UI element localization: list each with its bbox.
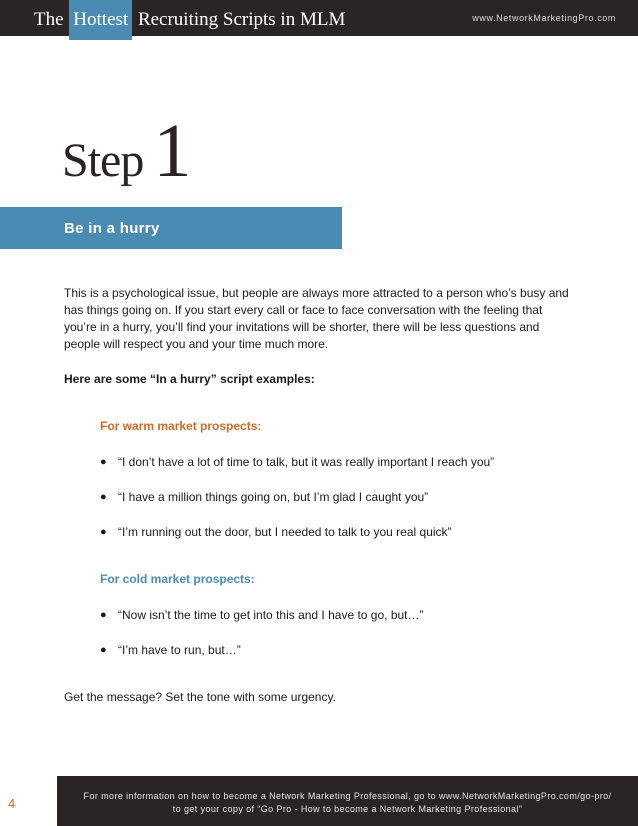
step-number: 1	[153, 109, 192, 193]
footer-text	[57, 790, 638, 816]
list-item-text: “I’m have to run, but…”	[118, 643, 241, 657]
page-header	[0, 0, 638, 36]
footer-line-2: to get your copy of “Go Pro - How to become a Network Marketing Professional”	[172, 804, 523, 814]
list-item-text: “I’m running out the door, but I needed to talk to you real quick”	[118, 525, 452, 539]
cold-market-list	[64, 607, 574, 659]
bullet-icon: ●	[100, 609, 107, 621]
warm-market-list	[64, 454, 574, 541]
bullet-icon: ●	[100, 491, 107, 503]
list-item-text: “I have a million things going on, but I’m glad I caught you”	[118, 490, 429, 504]
footer-line-1: For more information on how to become a Network Marketing Professional, go to www.NetworkMarketingPro.com/go-pro/	[83, 791, 612, 801]
page-number-box	[0, 776, 57, 826]
list-item	[100, 524, 574, 541]
section-banner	[0, 207, 342, 249]
list-item	[100, 642, 574, 659]
intro-paragraph: This is a psychological issue, but people are always more attracted to a person who’s busy and has things going on. If you start every call or face to face conversation with the feeling that you’re in a hurry, you’ll find your invitations will be shorter, there will be less questions and people will respect you and your time much more.	[64, 286, 569, 351]
header-title-pre: The	[34, 9, 64, 30]
list-item	[100, 607, 574, 624]
bullet-icon: ●	[100, 456, 107, 468]
step-heading	[62, 108, 191, 195]
header-title-highlight: Hottest	[69, 0, 132, 40]
list-item	[100, 454, 574, 471]
bullet-icon: ●	[100, 526, 107, 538]
header-title	[34, 0, 345, 36]
cold-market-heading: For cold market prospects:	[100, 572, 255, 586]
closing-paragraph: Get the message? Set the tone with some urgency.	[64, 690, 336, 704]
list-item-text: “I don’t have a lot of time to talk, but it was really important I reach you”	[118, 455, 495, 469]
header-url: www.NetworkMarketingPro.com	[472, 13, 616, 23]
step-word: Step	[62, 134, 144, 187]
examples-heading: Here are some “In a hurry” script examples:	[64, 372, 315, 386]
page-footer	[57, 776, 638, 826]
body-content	[64, 285, 574, 706]
page-number: 4	[8, 796, 16, 811]
warm-market-heading: For warm market prospects:	[100, 419, 262, 433]
list-item	[100, 489, 574, 506]
bullet-icon: ●	[100, 644, 107, 656]
list-item-text: “Now isn’t the time to get into this and I have to go, but…”	[118, 608, 424, 622]
header-title-post: Recruiting Scripts in MLM	[137, 9, 346, 30]
banner-title: Be in a hurry	[64, 220, 160, 237]
